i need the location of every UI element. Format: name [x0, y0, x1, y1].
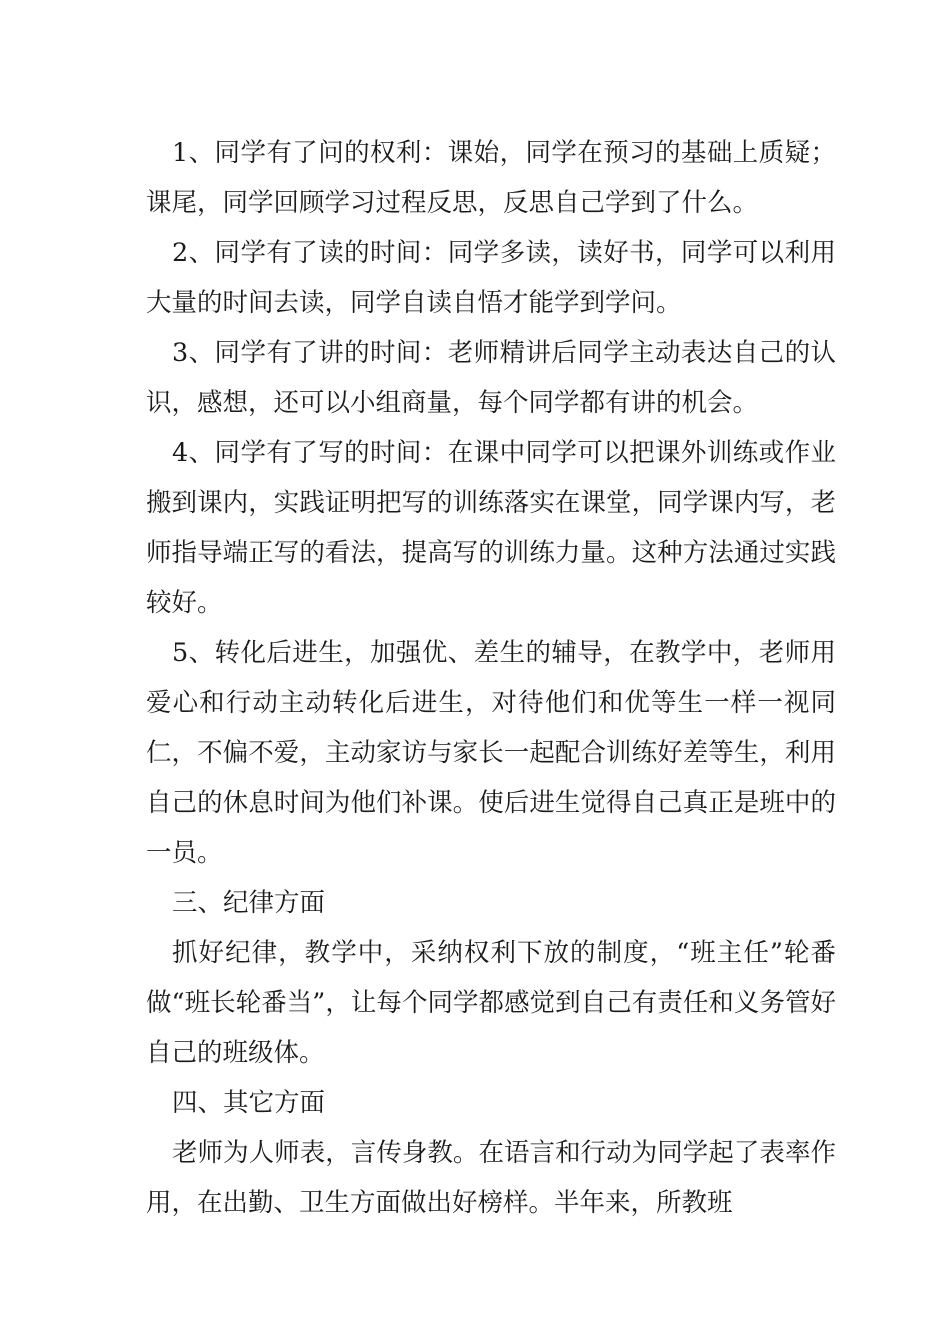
heading-discipline: 三、纪律方面 — [172, 888, 326, 918]
paragraph-underachievers: 5、转化后进生，加强优、差生的辅导，在教学中，老师用爱心和行动主动转化后进生，对待他们和优等生一样一视同仁，不偏不爱，主动家访与家长一起配合训练好差等生，利用自己的休息时间为他们补课。使后进生觉得自己真正是班中的一员。 — [146, 638, 836, 868]
paragraph-discipline: 抓好纪律，教学中，采纳权利下放的制度，“班主任”轮番做“班长轮番当”，让每个同学都感觉到自己有责任和义务管好自己的班级体。 — [146, 938, 836, 1068]
document-body — [146, 128, 836, 1228]
paragraph-question-right: 1、同学有了问的权利：课始，同学在预习的基础上质疑；课尾，同学回顾学习过程反思，反思自己学到了什么。 — [146, 138, 836, 218]
paragraph-speaking-time: 3、同学有了讲的时间：老师精讲后同学主动表达自己的认识，感想，还可以小组商量，每个同学都有讲的机会。 — [146, 338, 836, 418]
paragraph-other-aspects: 老师为人师表，言传身教。在语言和行动为同学起了表率作用，在出勤、卫生方面做出好榜样。半年来，所教班 — [146, 1138, 836, 1218]
paragraph-reading-time: 2、同学有了读的时间：同学多读，读好书，同学可以利用大量的时间去读，同学自读自悟才能学到学问。 — [146, 238, 836, 318]
heading-other-aspects: 四、其它方面 — [172, 1088, 326, 1118]
paragraph-writing-time: 4、同学有了写的时间：在课中同学可以把课外训练或作业搬到课内，实践证明把写的训练落实在课堂，同学课内写，老师指导端正写的看法，提高写的训练力量。这种方法通过实践较好。 — [146, 438, 836, 618]
